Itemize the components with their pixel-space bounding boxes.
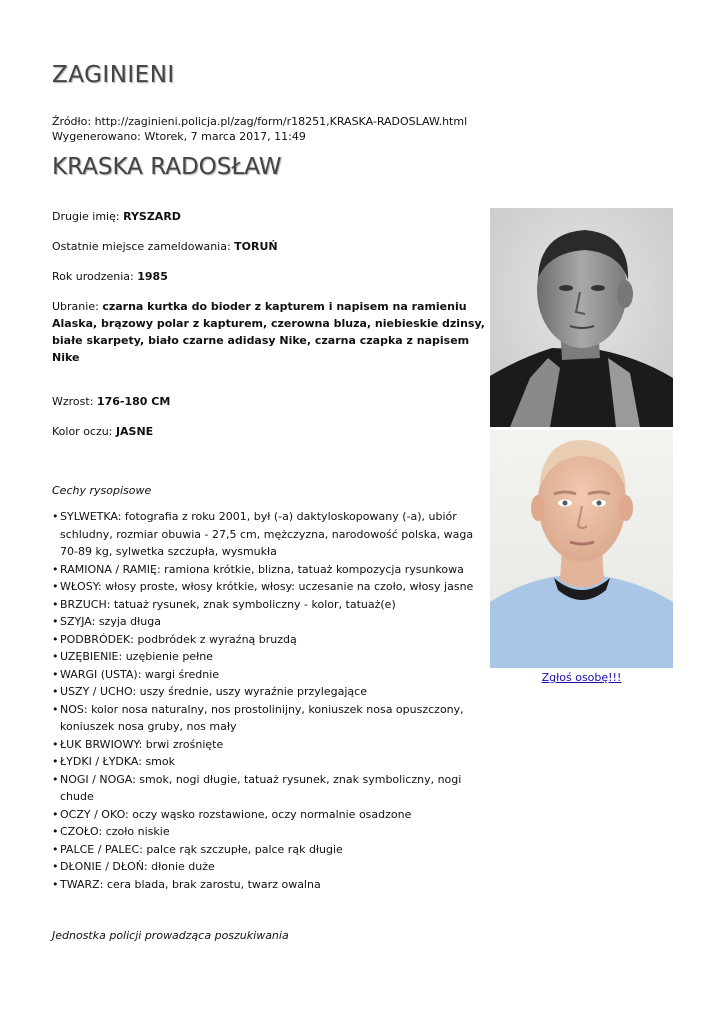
feature-item: • RAMIONA / RAMIĘ: ramiona krótkie, blizna, tatuaż kompozycja rysunkowa: [52, 561, 492, 579]
clothing-value: czarna kurtka do bioder z kapturem i napisem na ramieniu Alaska, brązowy polar z kapturem, czerowna bluza, niebieskie dzinsy, białe skarpety, biało czarne adidasy Nike, czarna czapka z napisem Nike: [52, 300, 485, 364]
feature-item: • SZYJA: szyja długa: [52, 613, 492, 631]
height-value: 176-180 CM: [96, 395, 171, 408]
feature-item: • USZY / UCHO: uszy średnie, uszy wyraźnie przylegające: [52, 683, 492, 701]
birth-year-field: [52, 268, 492, 285]
features-list: [52, 508, 492, 893]
source-info: [52, 114, 467, 144]
eye-color-field: [52, 423, 492, 440]
last-address-label: Ostatnie miejsce zameldowania:: [52, 240, 231, 253]
last-address-value: TORUŃ: [234, 240, 278, 253]
second-name-field: [52, 208, 492, 225]
feature-item: • WŁOSY: włosy proste, włosy krótkie, włosy: uczesanie na czoło, włosy jasne: [52, 578, 492, 596]
feature-item: • NOS: kolor nosa naturalny, nos prostolinijny, koniuszek nosa opuszczony, koniuszek nosa gruby, nos mały: [52, 701, 492, 736]
feature-item: • PODBRÓDEK: podbródek z wyraźną bruzdą: [52, 631, 492, 649]
feature-item: • TWARZ: cera blada, brak zarostu, twarz owalna: [52, 876, 492, 894]
birth-year-value: 1985: [137, 270, 168, 283]
birth-year-label: Rok urodzenia:: [52, 270, 134, 283]
eye-color-value: JASNE: [115, 425, 154, 438]
feature-item: • DŁONIE / DŁOŃ: dłonie duże: [52, 858, 492, 876]
feature-item: • WARGI (USTA): wargi średnie: [52, 666, 492, 684]
person-name: KRASKA RADOSŁAW: [52, 154, 282, 180]
feature-item: • ŁYDKI / ŁYDKA: smok: [52, 753, 492, 771]
eye-color-label: Kolor oczu:: [52, 425, 113, 438]
feature-item: • UZĘBIENIE: uzębienie pełne: [52, 648, 492, 666]
feature-item: • CZOŁO: czoło niskie: [52, 823, 492, 841]
last-address-field: [52, 238, 492, 255]
person-photo-recent: [490, 430, 673, 668]
height-label: Wzrost:: [52, 395, 94, 408]
second-name-label: Drugie imię:: [52, 210, 120, 223]
feature-item: • OCZY / OKO: oczy wąsko rozstawione, oczy normalnie osadzone: [52, 806, 492, 824]
feature-item: • PALCE / PALEC: palce rąk szczupłe, palce rąk długie: [52, 841, 492, 859]
clothing-label: Ubranie:: [52, 300, 99, 313]
feature-item: • NOGI / NOGA: smok, nogi długie, tatuaż rysunek, znak symboliczny, nogi chude: [52, 771, 492, 806]
clothing-field: [52, 298, 492, 366]
feature-item: • BRZUCH: tatuaż rysunek, znak symboliczny - kolor, tatuaż(e): [52, 596, 492, 614]
police-unit-title: Jednostka policji prowadząca poszukiwania: [52, 929, 289, 942]
feature-item: • ŁUK BRWIOWY: brwi zrośnięte: [52, 736, 492, 754]
generated-line: Wygenerowano: Wtorek, 7 marca 2017, 11:49: [52, 130, 306, 143]
report-person-link[interactable]: Zgłoś osobę!!!: [541, 671, 622, 684]
feature-item: • SYLWETKA: fotografia z roku 2001, był (-a) daktyloskopowany (-a), ubiór schludny, rozmiar obuwia - 27,5 cm, mężczyzna, narodowość polska, waga 70-89 kg, sylwetka szczupła, wysmukła: [52, 508, 492, 561]
page-title: ZAGINIENI: [52, 62, 175, 88]
height-field: [52, 393, 492, 410]
features-title: Cechy rysopisowe: [52, 484, 152, 497]
source-line: Źródło: http://zaginieni.policja.pl/zag/form/r18251,KRASKA-RADOSLAW.html: [52, 115, 468, 128]
person-photo-old: [490, 208, 673, 427]
second-name-value: RYSZARD: [123, 210, 181, 223]
